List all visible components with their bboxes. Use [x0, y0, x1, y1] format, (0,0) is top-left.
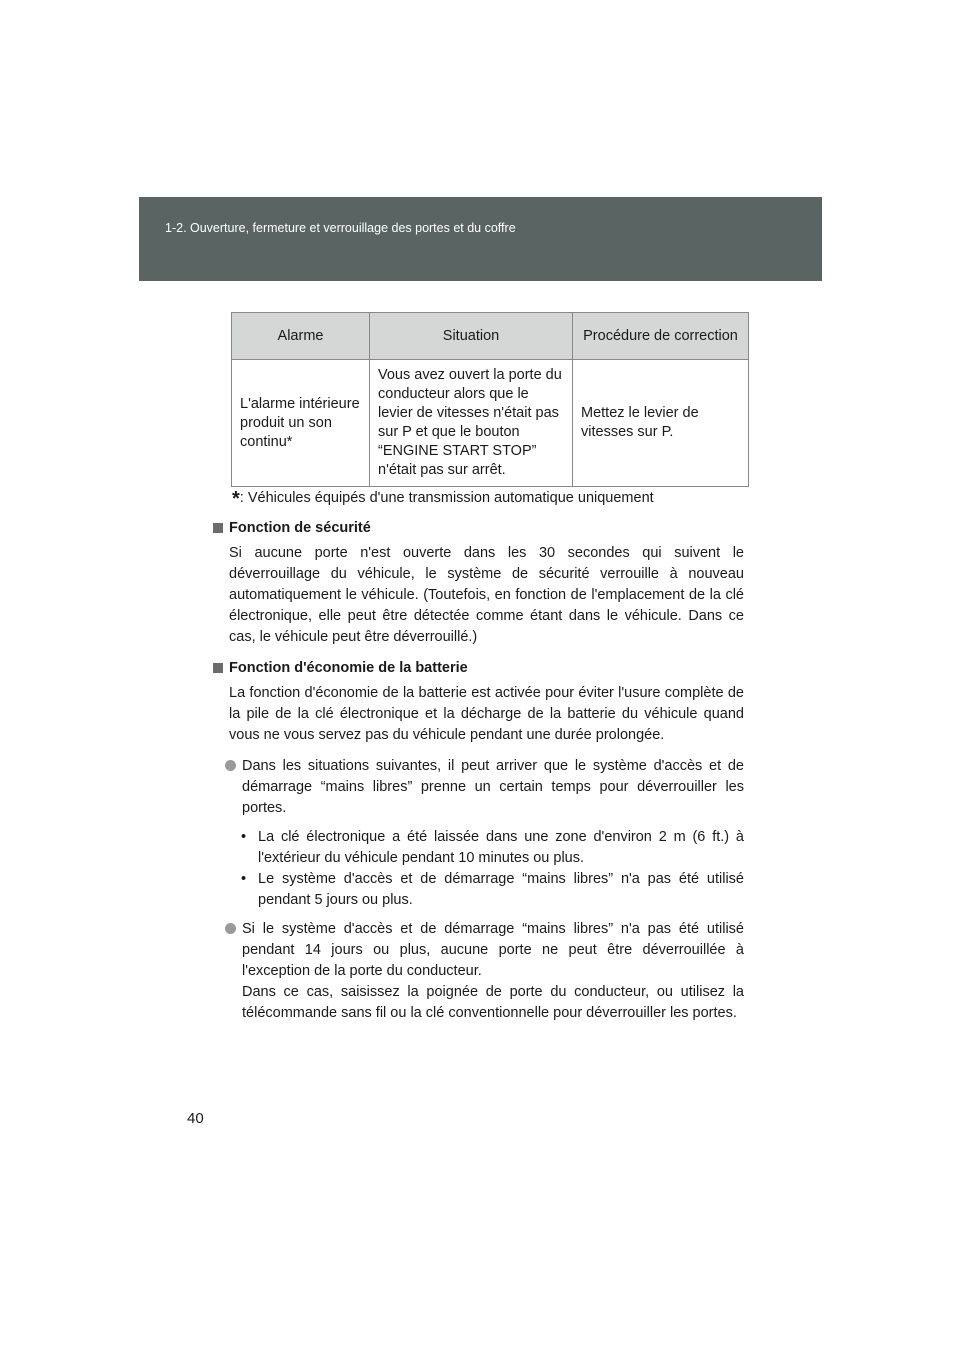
table-row — [232, 360, 749, 487]
section-heading-economie — [213, 658, 744, 679]
main-content — [213, 518, 744, 1032]
chapter-title: 1-2. Ouverture, fermeture et verrouillage des portes et du coffre — [165, 221, 516, 235]
cell-correction: Mettez le levier de vitesses sur P. — [573, 360, 749, 487]
bullet-text: Dans les situations suivantes, il peut arriver que le système d'accès et de démarrage “mains libres” prenne un certain temps pour déverrouiller les portes. — [242, 758, 744, 816]
list-item — [242, 756, 744, 911]
header-correction: Procédure de correction — [573, 313, 749, 360]
square-bullet-icon — [213, 523, 223, 533]
sub-item-text: La clé électronique a été laissée dans une zone d'environ 2 m (6 ft.) à l'extérieur du véhicule pendant 10 minutes ou plus. — [258, 829, 744, 866]
paragraph-economie: La fonction d'économie de la batterie est activée pour éviter l'usure complète de la pile de la clé électronique et la décharge de la batterie du véhicule quand vous ne vous servez pas du véhicule pendant une durée prolongée. — [229, 685, 744, 743]
cell-situation: Vous avez ouvert la porte du conducteur alors que le levier de vitesses n'était pas sur P et que le bouton “ENGINE START STOP” n'était pas sur arrêt. — [370, 360, 573, 487]
bullet-text: Si le système d'accès et de démarrage “mains libres” n'a pas été utilisé pendant 14 jours ou plus, aucune porte ne peut être déverrouillée à l'exception de la porte du conducteur. — [242, 921, 744, 979]
table-header-row — [232, 313, 749, 360]
sub-bullet-mark: • — [241, 829, 247, 845]
sub-list-item — [241, 827, 744, 869]
footnote-text: : Véhicules équipés d'une transmission automatique uniquement — [239, 490, 654, 506]
section-heading-securite — [213, 518, 744, 539]
sub-item-text: Le système d'accès et de démarrage “mains libres” n'a pas été utilisé pendant 5 jours ou plus. — [258, 871, 744, 908]
chapter-header — [139, 197, 822, 281]
circle-bullet-icon — [225, 760, 236, 771]
paragraph-securite: Si aucune porte n'est ouverte dans les 30 secondes qui suivent le déverrouillage du véhicule, le système de sécurité verrouille à nouveau automatiquement le véhicule. (Toutefois, en fonction de l'emplacement de la clé électronique, elle peut être détectée comme étant dans le véhicule. Dans ce cas, le véhicule peut être déverrouillé.) — [229, 545, 744, 645]
square-bullet-icon — [213, 663, 223, 673]
header-alarme: Alarme — [232, 313, 370, 360]
header-situation: Situation — [370, 313, 573, 360]
bullet-text-continued: Dans ce cas, saisissez la poignée de porte du conducteur, ou utilisez la télécommande sans fil ou la clé conventionnelle pour déverrouiller les portes. — [242, 984, 744, 1021]
footnote-mark: * — [232, 488, 240, 510]
alarm-table — [231, 312, 749, 487]
heading-text: Fonction de sécurité — [229, 520, 371, 536]
list-item — [242, 919, 744, 1024]
sub-list-item — [241, 869, 744, 911]
heading-text: Fonction d'économie de la batterie — [229, 660, 468, 676]
circle-bullet-icon — [225, 923, 236, 934]
table-footnote — [232, 488, 654, 511]
page-number: 40 — [187, 1110, 204, 1127]
sub-bullet-mark: • — [241, 871, 247, 887]
cell-alarme: L'alarme intérieure produit un son continu* — [232, 360, 370, 487]
